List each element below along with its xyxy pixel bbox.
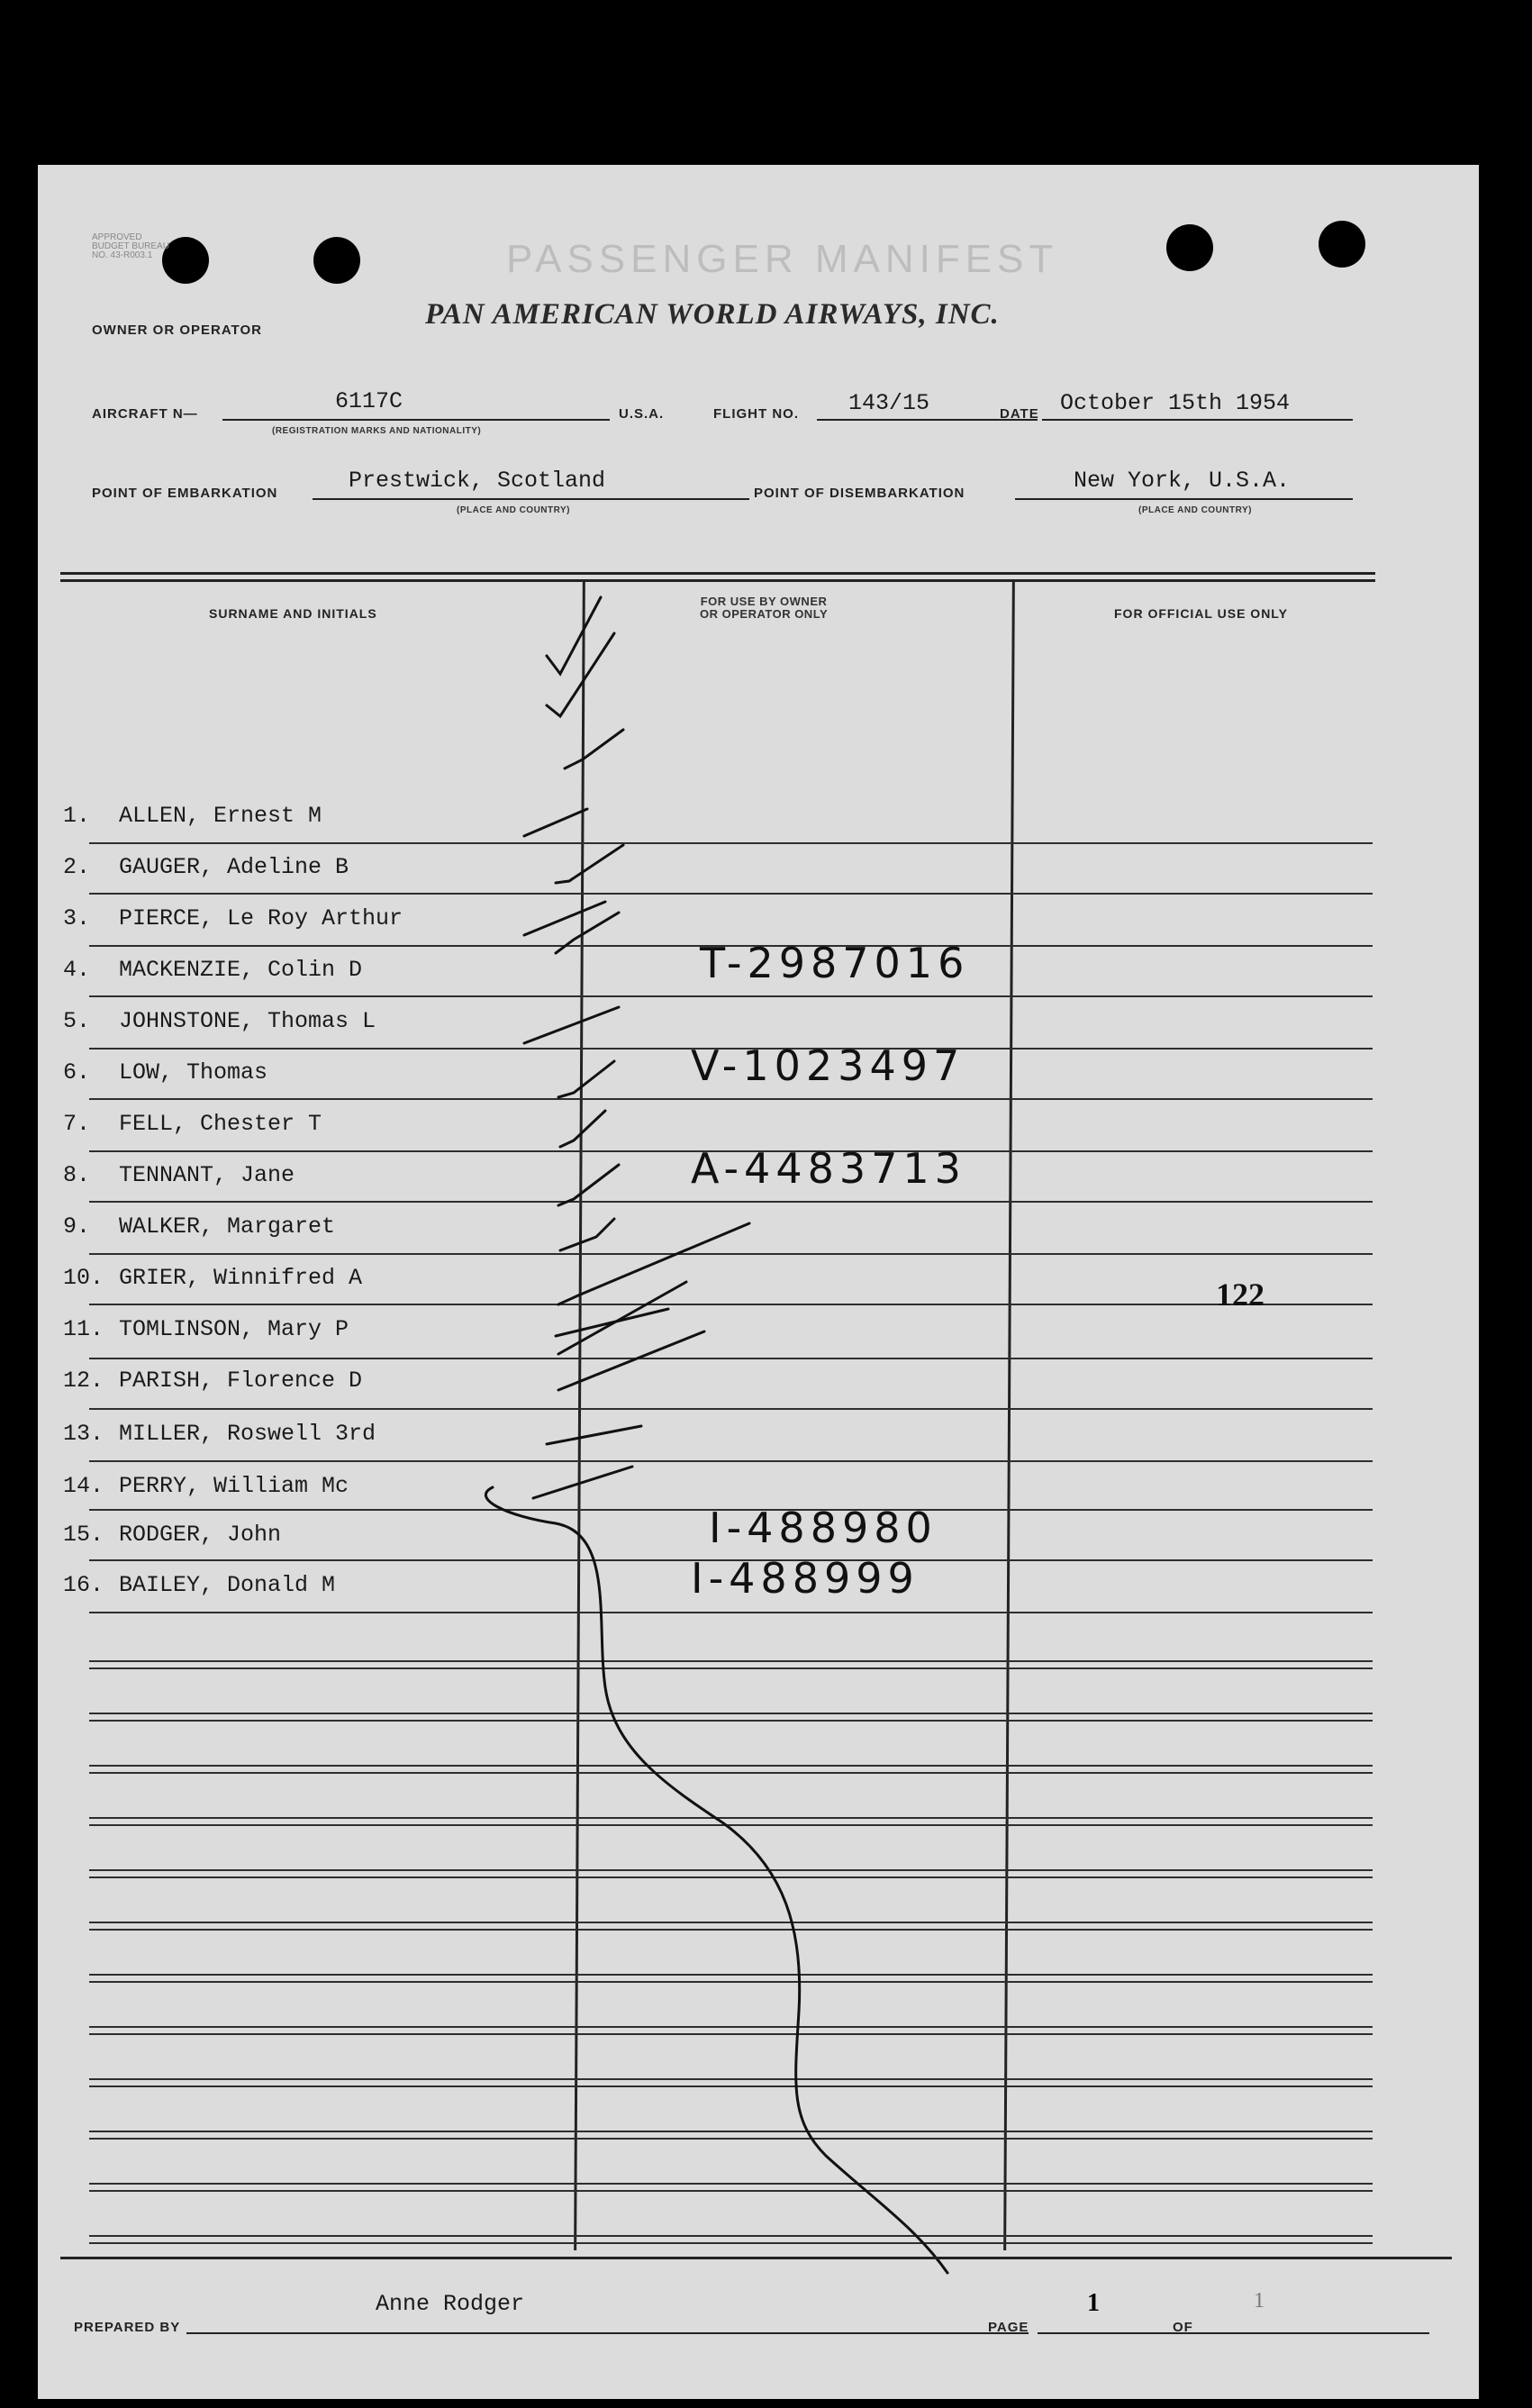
owner-label: OWNER OR OPERATOR <box>92 323 262 338</box>
disembark-place-note: (PLACE AND COUNTRY) <box>1138 505 1252 515</box>
passenger-name: MACKENZIE, Colin D <box>119 957 363 983</box>
tick-mark <box>565 730 623 768</box>
tick-mark <box>533 1467 632 1498</box>
embark-place-note: (PLACE AND COUNTRY) <box>457 505 570 515</box>
tick-mark <box>558 1165 619 1205</box>
tick-mark <box>524 1007 619 1043</box>
column-header-names: SURNAME AND INITIALS <box>209 606 377 621</box>
passenger-name: LOW, Thomas <box>119 1059 268 1086</box>
column-header-official: FOR OFFICIAL USE ONLY <box>1114 606 1288 621</box>
tick-mark <box>524 809 587 836</box>
passenger-number: 16. <box>63 1572 104 1598</box>
page-value: 1 <box>1087 2289 1100 2317</box>
passenger-name: PERRY, William Mc <box>119 1473 349 1499</box>
footer-rule <box>60 2257 1452 2259</box>
aircraft-value: 6117C <box>335 388 403 414</box>
passport-number: V-1023497 <box>691 1041 965 1090</box>
passenger-number: 10. <box>63 1265 104 1291</box>
passenger-number: 12. <box>63 1368 104 1394</box>
flight-value: 143/15 <box>848 390 930 416</box>
passenger-name: TOMLINSON, Mary P <box>119 1316 349 1342</box>
passenger-name: GRIER, Winnifred A <box>119 1265 363 1291</box>
prepared-line <box>186 2332 1029 2334</box>
prepared-value: Anne Rodger <box>376 2291 525 2317</box>
manifest-sheet <box>38 165 1479 2399</box>
passenger-name: PARISH, Florence D <box>119 1368 363 1394</box>
passenger-number: 9. <box>63 1213 91 1240</box>
wavy-line <box>485 1487 947 2273</box>
passenger-number: 13. <box>63 1421 104 1447</box>
usa-label: U.S.A. <box>619 406 665 422</box>
registration-note: (REGISTRATION MARKS AND NATIONALITY) <box>272 426 482 436</box>
tick-mark <box>556 845 623 883</box>
passenger-number: 11. <box>63 1316 104 1342</box>
disembark-value: New York, U.S.A. <box>1074 468 1291 494</box>
passenger-name: TENNANT, Jane <box>119 1162 295 1188</box>
passenger-number: 1. <box>63 803 91 829</box>
embark-label: POINT OF EMBARKATION <box>92 486 278 501</box>
passenger-name: WALKER, Margaret <box>119 1213 336 1240</box>
page-label: PAGE <box>988 2320 1029 2335</box>
passenger-number: 15. <box>63 1522 104 1548</box>
flight-label: FLIGHT NO. <box>713 406 799 422</box>
passenger-name: JOHNSTONE, Thomas L <box>119 1008 376 1034</box>
embark-value: Prestwick, Scotland <box>349 468 606 494</box>
of-label: OF <box>1173 2320 1193 2335</box>
passenger-name: BAILEY, Donald M <box>119 1572 336 1598</box>
passenger-number: 4. <box>63 957 91 983</box>
prepared-label: PREPARED BY <box>74 2320 181 2335</box>
passport-number: T-2987016 <box>700 939 970 987</box>
passenger-name: MILLER, Roswell 3rd <box>119 1421 376 1447</box>
passenger-number: 8. <box>63 1162 91 1188</box>
passport-number: I-488999 <box>691 1554 920 1603</box>
column-header-owner: FOR USE BY OWNER OR OPERATOR ONLY <box>700 595 829 621</box>
tick-mark <box>558 1282 686 1354</box>
tick-mark <box>524 902 605 935</box>
tick-mark <box>558 1223 749 1304</box>
passport-number: A-4483713 <box>691 1144 966 1193</box>
passenger-number: 5. <box>63 1008 91 1034</box>
form-title: PASSENGER MANIFEST <box>506 237 1059 281</box>
official-note: 122 <box>1216 1277 1265 1313</box>
passenger-name: GAUGER, Adeline B <box>119 854 349 880</box>
passenger-name: ALLEN, Ernest M <box>119 803 322 829</box>
passenger-name: RODGER, John <box>119 1522 282 1548</box>
passenger-number: 7. <box>63 1111 91 1137</box>
tick-mark <box>547 633 614 716</box>
date-label: DATE <box>1000 406 1039 422</box>
of-line <box>1200 2332 1429 2334</box>
aircraft-label: AIRCRAFT N— <box>92 406 198 422</box>
tick-mark <box>560 1219 614 1250</box>
of-value: 1 <box>1254 2289 1265 2313</box>
passenger-name: PIERCE, Le Roy Arthur <box>119 905 403 931</box>
passenger-name: FELL, Chester T <box>119 1111 322 1137</box>
date-value: October 15th 1954 <box>1060 390 1291 416</box>
passenger-number: 3. <box>63 905 91 931</box>
disembark-label: POINT OF DISEMBARKATION <box>754 486 965 501</box>
tick-mark <box>547 597 601 674</box>
passenger-number: 14. <box>63 1473 104 1499</box>
company-name: PAN AMERICAN WORLD AIRWAYS, INC. <box>425 298 1000 331</box>
tick-mark <box>560 1111 605 1147</box>
tick-mark <box>558 1061 614 1097</box>
passenger-number: 6. <box>63 1059 91 1086</box>
tick-mark <box>547 1426 641 1444</box>
passport-number: I-488980 <box>709 1504 938 1552</box>
approval-stamp: APPROVED BUDGET BUREAU NO. 43-R003.1 <box>92 232 169 260</box>
passenger-number: 2. <box>63 854 91 880</box>
